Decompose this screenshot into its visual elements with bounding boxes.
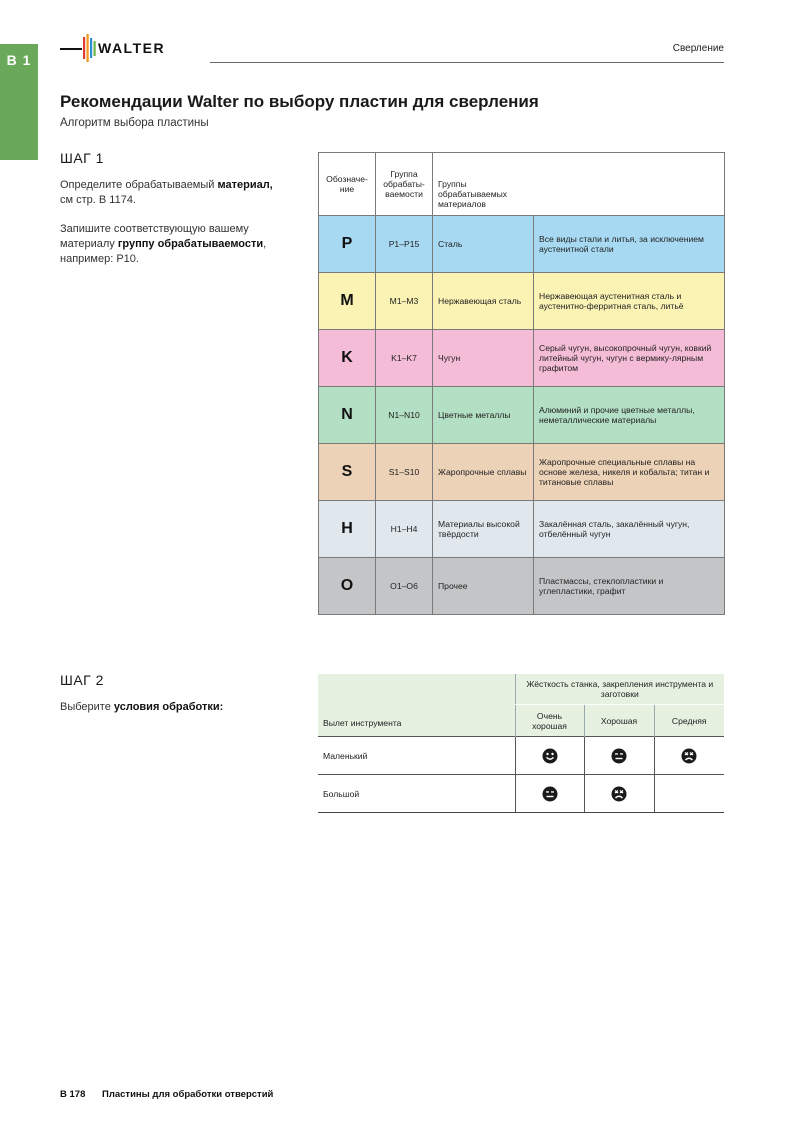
material-row-p (319, 216, 725, 273)
rating-cell (584, 737, 654, 775)
page-footer (60, 1089, 273, 1100)
material-code: S (319, 444, 376, 501)
material-row-o (319, 558, 725, 615)
machining-conditions-table (318, 674, 724, 813)
material-name: Прочее (433, 558, 534, 615)
material-code: M (319, 273, 376, 330)
material-code: O (319, 558, 376, 615)
walter-logo (60, 33, 200, 63)
col-header-rigidity: Жёсткость станка, закрепления инструмента и заготовки (515, 674, 724, 705)
material-code: N (319, 387, 376, 444)
material-code: H (319, 501, 376, 558)
material-row-h (319, 501, 725, 558)
material-row-s (319, 444, 725, 501)
material-description: Серый чугун, высокопрочный чугун, ковкий литейный чугун, чугун с вермику-лярным графитом (534, 330, 725, 387)
material-description: Пластмассы, стеклопластики и углепластики, графит (534, 558, 725, 615)
overhang-label: Большой (318, 775, 515, 813)
material-description: Закалённая сталь, закалённый чугун, отбелённый чугун (534, 501, 725, 558)
page-number: B 178 (60, 1089, 86, 1100)
material-group-range: M1–M3 (376, 273, 433, 330)
step2-heading: ШАГ 2 (60, 672, 104, 688)
face-neutral-icon (542, 788, 558, 798)
face-happy-icon (542, 750, 558, 760)
header-divider (210, 62, 724, 63)
col-header-designation: Обозначе-ние (319, 153, 376, 216)
col-header-very-good: Очень хорошая (515, 705, 584, 737)
section-tab: B 1 (0, 44, 38, 160)
material-code: K (319, 330, 376, 387)
material-code: P (319, 216, 376, 273)
rating-cell (584, 775, 654, 813)
material-description: Алюминий и прочие цветные металлы, неметаллические материалы (534, 387, 725, 444)
header-section-label: Сверление (672, 43, 724, 54)
step1-heading: ШАГ 1 (60, 150, 104, 166)
page-subtitle: Алгоритм выбора пластины (60, 117, 209, 129)
page-title: Рекомендации Walter по выбору пластин для сверления (60, 92, 539, 111)
material-row-n (319, 387, 725, 444)
material-name: Цветные металлы (433, 387, 534, 444)
material-group-range: N1–N10 (376, 387, 433, 444)
material-description: Жаропрочные специальные сплавы на основе железа, никеля и кобальта; титан и титановые сплавы (534, 444, 725, 501)
material-group-range: P1–P15 (376, 216, 433, 273)
rating-cell (515, 737, 584, 775)
material-groups-table (318, 152, 725, 615)
svg-text:WALTER: WALTER (98, 40, 166, 56)
step2-instructions: Выберите условия обработки: (60, 701, 224, 713)
condition-row (318, 737, 724, 775)
face-sad-icon (611, 788, 627, 798)
rating-cell (515, 775, 584, 813)
col-header-materials: Группы обрабатываемых материалов (433, 153, 534, 216)
rating-cell (654, 775, 724, 813)
material-name: Чугун (433, 330, 534, 387)
material-name: Нержавеющая сталь (433, 273, 534, 330)
rating-cell (654, 737, 724, 775)
col-header-group: Группа обрабаты-ваемости (376, 153, 433, 216)
col-header-good: Хорошая (584, 705, 654, 737)
face-sad-icon (681, 750, 697, 760)
col-header-medium: Средняя (654, 705, 724, 737)
material-name: Материалы высокой твёрдости (433, 501, 534, 558)
step1-instructions: Определите обрабатываемый материал, см стр. B 1174. Запишите соответствующую вашему материалу группу обрабатываемости, например: P10. (60, 179, 273, 265)
condition-row (318, 775, 724, 813)
material-group-range: S1–S10 (376, 444, 433, 501)
material-description: Нержавеющая аустенитная сталь и аустенитно-ферритная сталь, литьё (534, 273, 725, 330)
col-header-overhang: Вылет инструмента (318, 674, 515, 737)
material-row-k (319, 330, 725, 387)
material-group-range: K1–K7 (376, 330, 433, 387)
material-row-m (319, 273, 725, 330)
footer-title: Пластины для обработки отверстий (102, 1089, 274, 1100)
face-neutral-icon (611, 750, 627, 760)
material-name: Сталь (433, 216, 534, 273)
material-group-range: H1–H4 (376, 501, 433, 558)
material-name: Жаропрочные сплавы (433, 444, 534, 501)
overhang-label: Маленький (318, 737, 515, 775)
material-description: Все виды стали и литья, за исключением аустенитной стали (534, 216, 725, 273)
material-group-range: O1–O6 (376, 558, 433, 615)
